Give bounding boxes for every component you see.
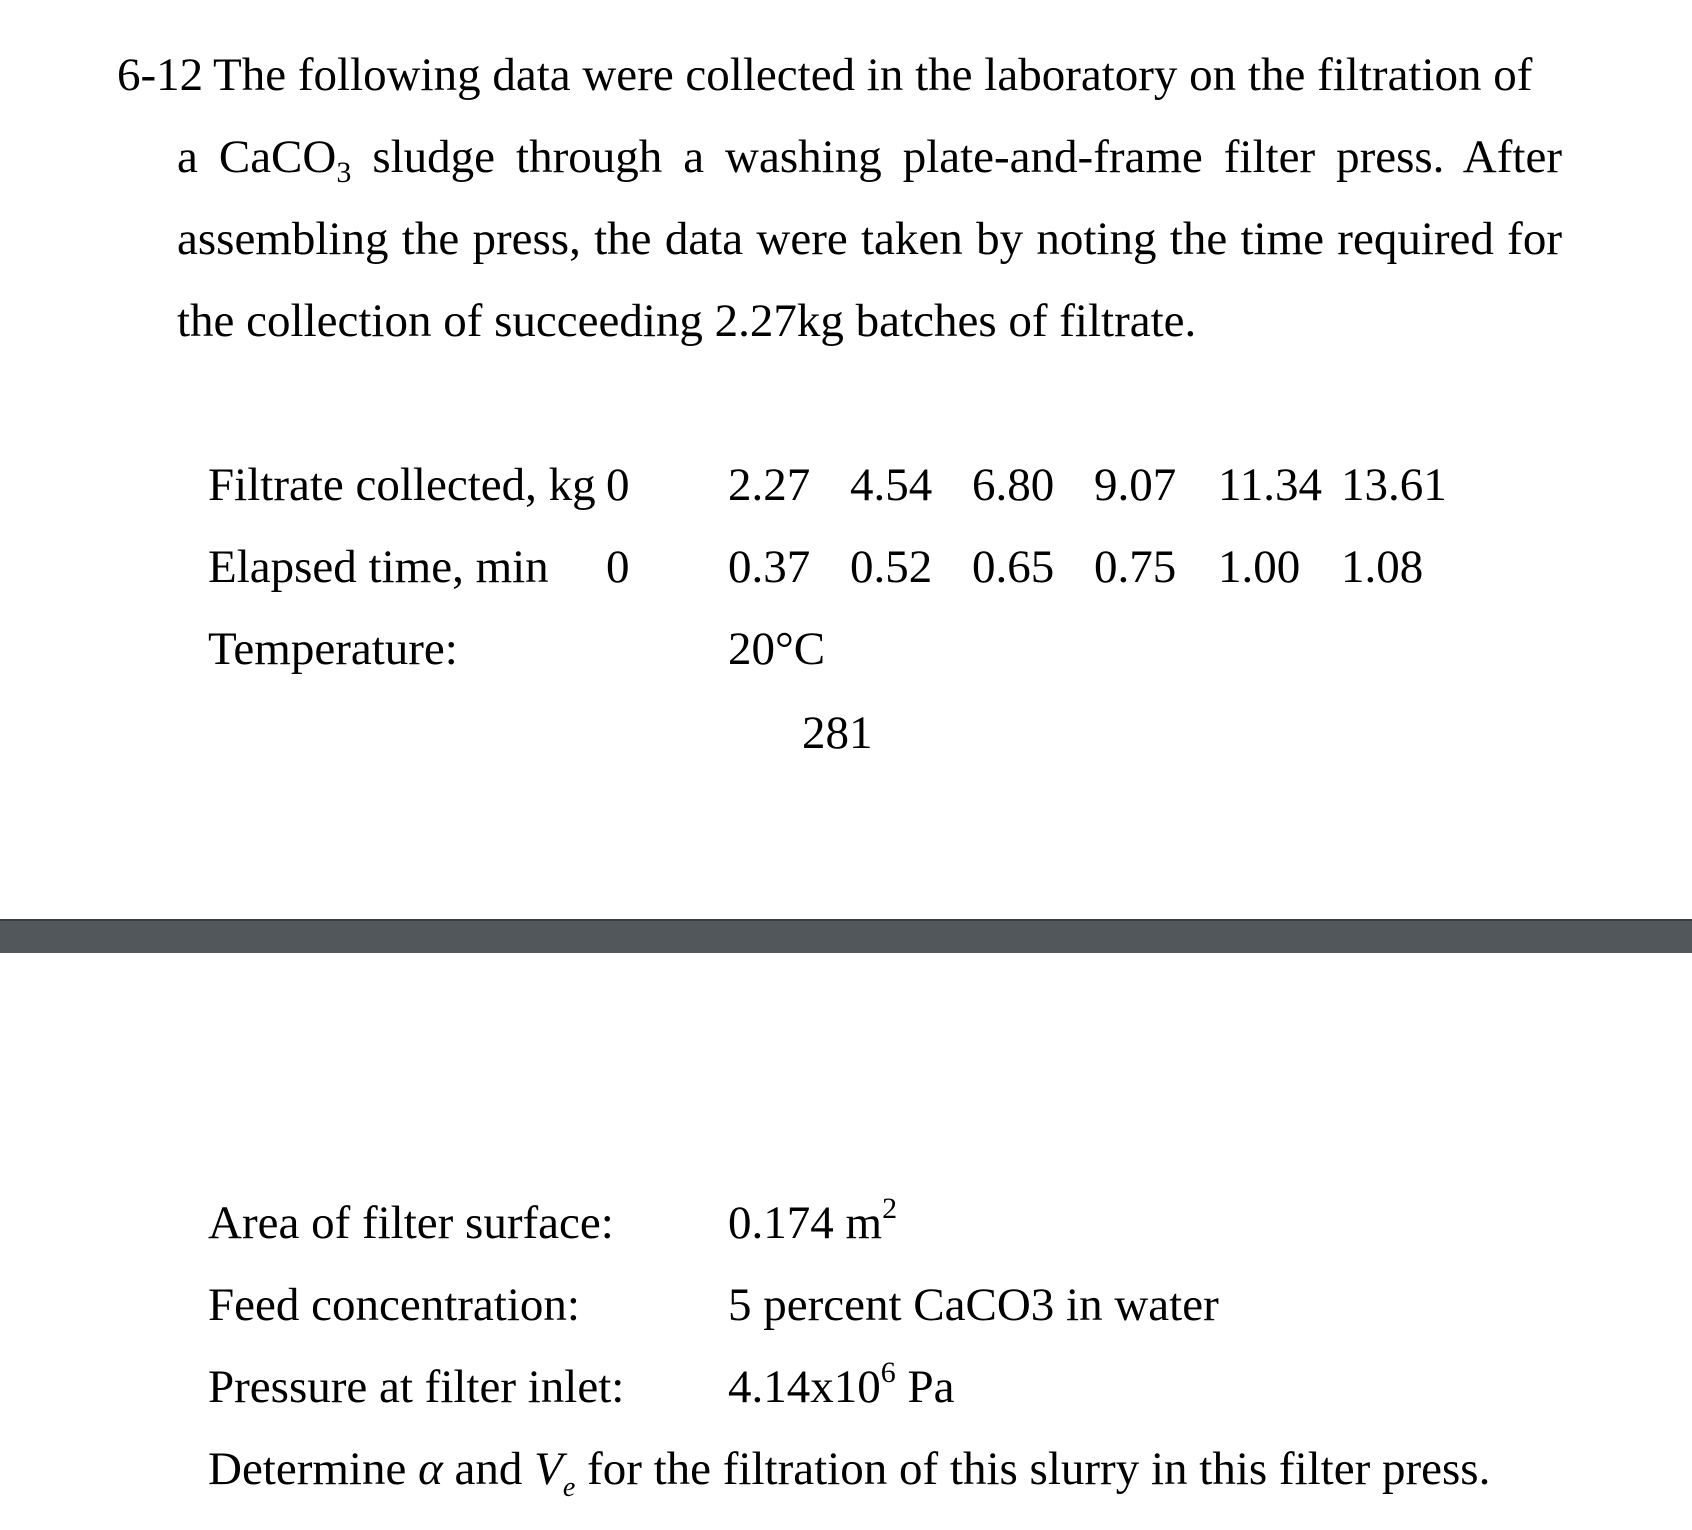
area-label: Area of filter surface: bbox=[208, 1197, 614, 1249]
filtrate-value: 2.27 bbox=[728, 459, 811, 511]
time-value: 0 bbox=[606, 541, 630, 593]
problem-line-4: the collection of succeeding 2.27kg batches of filtrate. bbox=[177, 295, 1197, 347]
time-value: 0.65 bbox=[972, 541, 1055, 593]
filtrate-value: 13.61 bbox=[1341, 459, 1447, 511]
feed-value: 5 percent CaCO3 in water bbox=[728, 1279, 1219, 1331]
time-value: 1.00 bbox=[1218, 541, 1301, 593]
time-label: Elapsed time, min bbox=[208, 541, 549, 593]
problem-line-2: a CaCO$_3$ sludge through a washing plate-and-frame filter press. After bbox=[177, 131, 1562, 189]
problem-line-1: The following data were collected in the laboratory on the filtration of bbox=[213, 49, 1533, 101]
filtrate-values-row bbox=[0, 459, 1692, 512]
alpha-symbol: α bbox=[418, 1443, 443, 1495]
time-value: 0.37 bbox=[728, 541, 811, 593]
pressure-label: Pressure at filter inlet: bbox=[208, 1361, 625, 1413]
filtrate-value: 9.07 bbox=[1094, 459, 1177, 511]
page-number: 281 bbox=[802, 707, 873, 759]
filtrate-label: Filtrate collected, kg bbox=[208, 459, 596, 511]
filtrate-value: 0 bbox=[606, 459, 630, 511]
pressure-value: $4.14x10^6$ Pa bbox=[728, 1356, 955, 1413]
v-symbol: V bbox=[534, 1443, 563, 1495]
temperature-value: 20°C bbox=[728, 623, 826, 675]
temperature-label: Temperature: bbox=[208, 623, 458, 675]
area-value: 0.174 $m^2$ bbox=[728, 1192, 898, 1249]
time-values-row bbox=[0, 541, 1692, 594]
time-value: 1.08 bbox=[1341, 541, 1424, 593]
question-line: Determine α and $V_e$ for the filtration of this slurry in this filter press. bbox=[208, 1443, 1491, 1503]
time-value: 0.75 bbox=[1094, 541, 1177, 593]
feed-label: Feed concentration: bbox=[208, 1279, 580, 1331]
problem-line-3: assembling the press, the data were taken by noting the time required for bbox=[177, 213, 1562, 265]
page-divider bbox=[0, 919, 1692, 953]
filtrate-value: 11.34 bbox=[1218, 459, 1323, 511]
time-value: 0.52 bbox=[850, 541, 933, 593]
filtrate-value: 4.54 bbox=[850, 459, 933, 511]
problem-number: 6-12 bbox=[117, 49, 204, 101]
filtrate-value: 6.80 bbox=[972, 459, 1055, 511]
